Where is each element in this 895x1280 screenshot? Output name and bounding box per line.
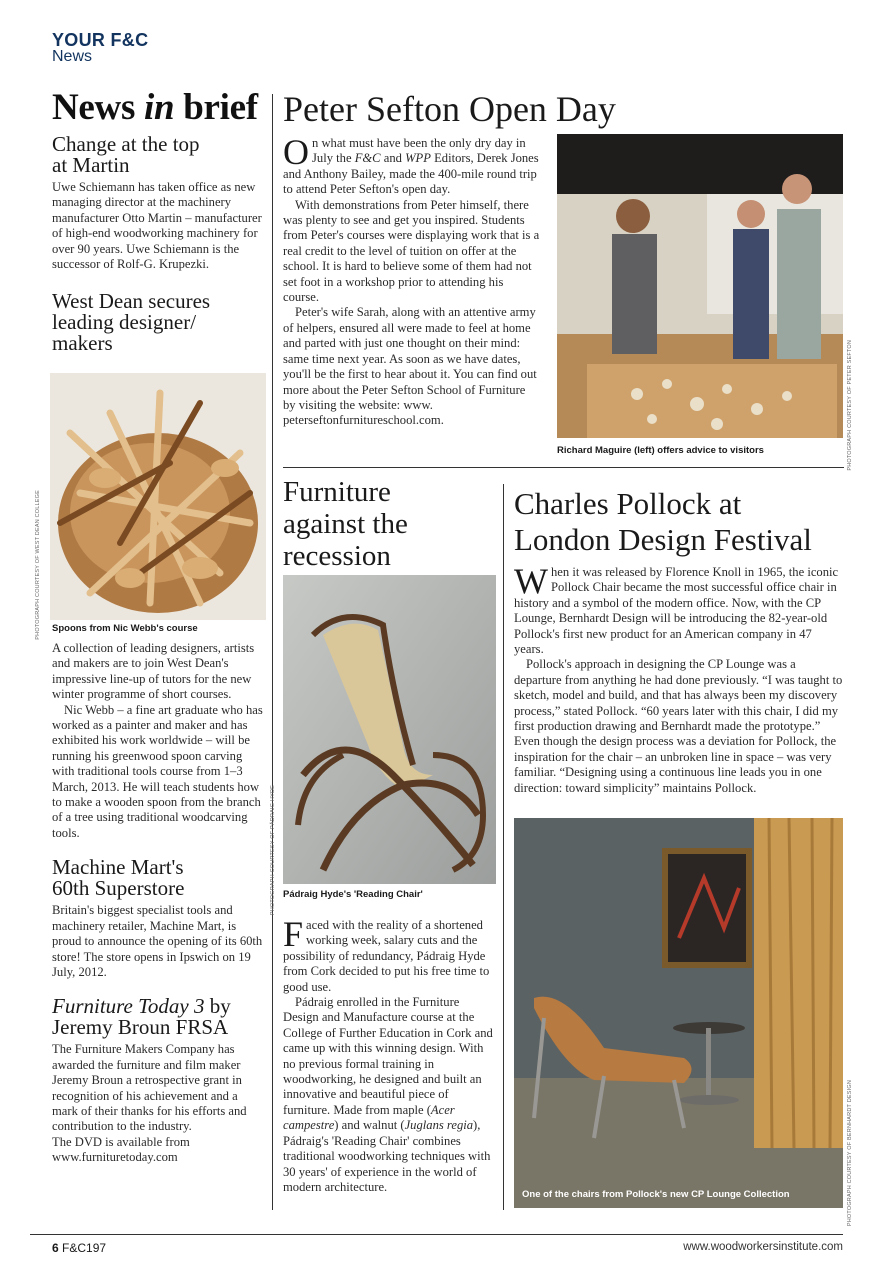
brief-furniture-today-body2: The DVD is available from www.furnituretoday.com bbox=[52, 1134, 190, 1165]
brief-martin-title-line1: Change at the top bbox=[52, 132, 200, 156]
pollock-title-line2: London Design Festival bbox=[514, 522, 812, 557]
recession-para2-a: Pádraig enrolled in the Furniture Design and Manufacture course at the College of Further Education in Cork and came up with this winning design. With no previous formal training in woodworking, he designed and built an innovative and beautiful piece of furniture. Made from maple ( bbox=[283, 995, 493, 1117]
brief-west-dean-para1: A collection of leading designers, artists and makers are to join West Dean's impressive line-up of tutors for the new winter programme of short courses. bbox=[52, 641, 255, 702]
brief-martin-title-line2: at Martin bbox=[52, 153, 130, 177]
pollock-title-line1: Charles Pollock at bbox=[514, 486, 742, 521]
brief-furniture-today-title-italic: Furniture Today 3 bbox=[52, 994, 205, 1019]
recession-para2-maple: Acer campestre bbox=[283, 1102, 455, 1133]
reading-chair-caption: Pádraig Hyde's 'Reading Chair' bbox=[283, 889, 423, 900]
brief-west-dean-title-line3: makers bbox=[52, 331, 113, 356]
sefton-article bbox=[283, 132, 541, 429]
cp-lounge-photo-credit: PHOTOGRAPH COURTESY OF BERNHARDT DESIGN bbox=[847, 1080, 853, 1227]
cp-lounge-photo bbox=[514, 818, 843, 1208]
recession-title-line3: recession bbox=[283, 540, 391, 572]
spoons-photo-credit: PHOTOGRAPH COURTESY OF WEST DEAN COLLEGE bbox=[35, 490, 41, 640]
spoons-caption: Spoons from Nic Webb's course bbox=[52, 623, 198, 634]
website-url[interactable]: www.woodworkersinstitute.com bbox=[683, 1241, 843, 1253]
brief-west-dean-title bbox=[52, 291, 266, 354]
sefton-para3: Peter's wife Sarah, along with an attentive army of helpers, ensured all were made to feel at home and parted with just one thought on their mind: same time next year. As soon as we have dates, you'll be the first to hear about it. You can find out more about the Peter Sefton School of Furniture by visiting the website: www. peterseftonfurnitureschool.com. bbox=[283, 305, 537, 428]
pollock-para1 bbox=[514, 561, 843, 657]
sefton-para1-fc: F&C bbox=[354, 151, 381, 166]
brief-furniture-today-title-rest: by bbox=[204, 994, 231, 1019]
brief-machine-mart-title bbox=[52, 857, 266, 899]
spoons-photo bbox=[50, 373, 266, 620]
page-title-italic: in bbox=[144, 87, 175, 128]
sefton-title: Peter Sefton Open Day bbox=[283, 89, 616, 129]
brief-martin-title bbox=[52, 134, 266, 176]
pollock-para1-text: hen it was released by Florence Knoll in 1965, the iconic Pollock Chair became the most successful office chair in history and a symbol of the modern office. Now, with the CP Lounge, Bernhardt Design will be introducing the 82-year-old Pollock's first new product for an American company in 47 years. bbox=[514, 565, 839, 657]
workshop-photo-credit: PHOTOGRAPH COURTESY OF PETER SEFTON bbox=[847, 340, 853, 471]
page-number: 6 bbox=[52, 1241, 59, 1255]
brief-west-dean-title-line2: leading designer/ bbox=[52, 310, 197, 335]
recession-para1-text: aced with the reality of a shortened working week, salary cuts and the possibility of redundancy, Pádraig Hyde from Cork decided to put his free time to good use. bbox=[283, 918, 490, 994]
news-in-brief-column bbox=[52, 134, 266, 358]
recession-title-line1: Furniture bbox=[283, 476, 391, 508]
page-title-part3: brief bbox=[174, 87, 258, 128]
brief-west-dean-para2: Nic Webb – a fine art graduate who has worked as a painter and maker and has exhibited his work worldwide – will be running his greenwood spoon carving with traditional tools course from 1–3 March, 2013. He will teach students how to make a wooden spoon from the branch of a tree using traditional woodcarving tools. bbox=[52, 702, 263, 840]
sefton-para1-a: n what must have been the only dry day in July the bbox=[312, 136, 526, 166]
reading-chair-photo bbox=[283, 575, 496, 884]
recession-article bbox=[283, 889, 496, 1195]
brief-furniture-today bbox=[52, 996, 266, 1165]
brief-martin-body: Uwe Schiemann has taken office as new managing director at the machinery manufacturer Otto Martin – manufacturer of high-end woodworking machinery for over 90 years. Uwe Schiemann is the successor of Rolf-G. Krupezki. bbox=[52, 180, 262, 272]
recession-para1 bbox=[283, 914, 496, 995]
recession-para2-c: ), Pádraig's 'Reading Chair' combines traditional woodworking techniques with 30 years' of experience in the world of modern architecture. bbox=[283, 1118, 491, 1194]
pollock-dropcap: W bbox=[514, 561, 548, 601]
issue-number: F&C197 bbox=[62, 1241, 107, 1255]
brief-machine-mart-body: Britain's biggest specialist tools and machinery retailer, Machine Mart, is proud to announce the opening of its 60th store! The store opens in Ipswich on 19 July, 2012. bbox=[52, 903, 263, 979]
sefton-para1-b: and bbox=[380, 151, 406, 166]
pollock-title bbox=[514, 486, 812, 558]
brief-furniture-today-body: The Furniture Makers Company has awarded the furniture and film maker Jeremy Broun a retrospective grant in recognition of his achievement and a mark of their thanks for his efforts and contribution to the industry. bbox=[52, 1042, 247, 1134]
recession-para2 bbox=[283, 995, 496, 1195]
brief-furniture-today-title-line2: Jeremy Broun FRSA bbox=[52, 1015, 229, 1040]
brief-furniture-today-title bbox=[52, 996, 266, 1038]
recession-title-line2: against the bbox=[283, 508, 408, 540]
brief-martin bbox=[52, 134, 266, 272]
workshop-photo bbox=[557, 134, 843, 438]
brief-machine-mart-title-line1: Machine Mart's bbox=[52, 855, 184, 880]
cp-lounge-caption: One of the chairs from Pollock's new CP Lounge Collection bbox=[522, 1189, 790, 1200]
section-name: News bbox=[52, 48, 93, 65]
brief-west-dean bbox=[52, 291, 266, 354]
reading-chair-photo-credit: PHOTOGRAPH COURTESY OF PÁDRAIG HYDE bbox=[270, 785, 276, 916]
column-divider-left bbox=[272, 94, 273, 1210]
section-divider bbox=[283, 467, 844, 468]
sefton-para1 bbox=[283, 132, 541, 198]
recession-para2-b: ) and walnut ( bbox=[334, 1118, 405, 1133]
sefton-dropcap: O bbox=[283, 132, 309, 172]
sefton-para2: With demonstrations from Peter himself, there was plenty to see and get you inspired. Students from Peter's courses were displaying work that is a real credit to the level of tuition on offer at the school. It is hard to believe some of them had not set foot in a workshop prior to attending his course. bbox=[283, 197, 540, 305]
recession-title bbox=[283, 476, 408, 572]
pollock-para2: Pollock's approach in designing the CP Lounge was a departure from anything he had done previously. “I was taught to sketch, model and build, and that has always been my discovery process,” stated Pollock. “60 years later with this chair, I did my first production drawing and Bernhardt made the prototype.” Even though the design process was a deviation for Pollock, the inspiration for the chair – an unbroken line in space – was very familiar. “Designing using a continuous line leads you in one direction: toward simplicity” maintains Pollock. bbox=[514, 657, 843, 795]
news-in-brief-column-lower bbox=[52, 623, 266, 1166]
brief-machine-mart bbox=[52, 857, 266, 980]
workshop-caption: Richard Maguire (left) offers advice to visitors bbox=[557, 445, 764, 456]
page-title bbox=[52, 86, 258, 129]
footer-rule bbox=[30, 1234, 843, 1235]
section-kicker: YOUR F&C bbox=[52, 30, 149, 50]
column-divider-middle bbox=[503, 484, 504, 1210]
sefton-para1-c: Editors, Derek Jones and Anthony Bailey, made the 400-mile round trip to attend Peter Sefton's open day. bbox=[283, 151, 539, 197]
recession-dropcap: F bbox=[283, 914, 304, 954]
brief-machine-mart-title-line2: 60th Superstore bbox=[52, 876, 185, 901]
page-footer-number bbox=[52, 1241, 106, 1255]
page-title-part1: News bbox=[52, 87, 145, 128]
sefton-para1-wpp: WPP bbox=[405, 151, 431, 166]
recession-para2-walnut: Juglans regia bbox=[404, 1118, 474, 1133]
brief-west-dean-title-line1: West Dean secures bbox=[52, 289, 211, 314]
pollock-article bbox=[514, 561, 843, 796]
